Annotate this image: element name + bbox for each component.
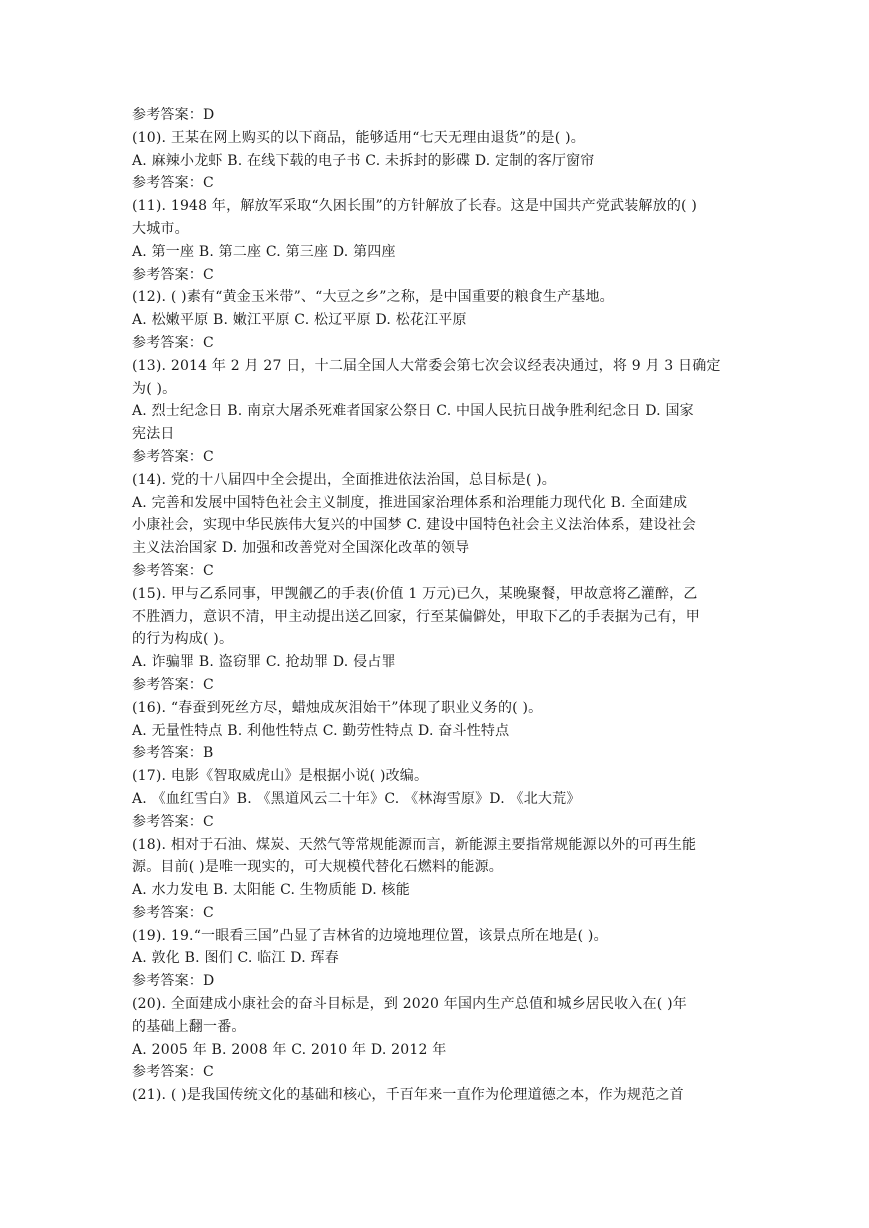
text-line: 小康社会，实现中华民族伟大复兴的中国梦 C. 建设中国特色社会主义法治体系，建设社会: [132, 517, 696, 534]
options-line: A. 敦化 B. 图们 C. 临江 D. 珲春: [132, 950, 339, 967]
question-line: (21). ( )是我国传统文化的基础和核心，千百年来一直作为伦理道德之本，作为规范之首: [132, 1087, 684, 1104]
options-line: A. 诈骗罪 B. 盗窃罪 C. 抢劫罪 D. 侵占罪: [132, 654, 396, 671]
question-line: (16). “春蚕到死丝方尽，蜡烛成灰泪始干”体现了职业义务的( )。: [132, 699, 543, 716]
question-line: (17). 电影《智取威虎山》是根据小说( )改编。: [132, 768, 429, 785]
question-line: (13). 2014 年 2 月 27 日，十二届全国人大常委会第七次会议经表决通过，将 9 月 3 日确定: [132, 357, 721, 374]
answer-line: 参考答案：C: [132, 904, 214, 921]
answer-line: 参考答案：B: [132, 745, 214, 762]
text-line: 大城市。: [132, 220, 189, 237]
options-line: A. 麻辣小龙虾 B. 在线下载的电子书 C. 未拆封的影碟 D. 定制的客厅窗帘: [132, 152, 595, 169]
question-line: (14). 党的十八届四中全会提出，全面推进依法治国，总目标是( )。: [132, 471, 557, 488]
answer-line: 参考答案：C: [132, 448, 214, 465]
text-line: 源。目前( )是唯一现实的，可大规模代替化石燃料的能源。: [132, 859, 503, 876]
text-line: 为( )。: [132, 380, 177, 397]
options-line: A. 松嫩平原 B. 嫩江平原 C. 松辽平原 D. 松花江平原: [132, 312, 467, 329]
text-line: 的基础上翻一番。: [132, 1018, 246, 1035]
question-line: (18). 相对于石油、煤炭、天然气等常规能源而言，新能源主要指常规能源以外的可再生能: [132, 836, 697, 853]
answer-line: 参考答案：D: [132, 973, 215, 990]
options-line: A. 《血红雪白》B. 《黑道风云二十年》C. 《林海雪原》D. 《北大荒》: [132, 790, 581, 807]
question-line: (20). 全面建成小康社会的奋斗目标是，到 2020 年国内生产总值和城乡居民收入在( )年: [132, 996, 687, 1013]
text-line: 的行为构成( )。: [132, 631, 234, 648]
answer-line: 参考答案：C: [132, 813, 214, 830]
answer-line: 参考答案：C: [132, 334, 214, 351]
question-line: (11). 1948 年，解放军采取“久困长围”的方针解放了长春。这是中国共产党武装解放的( ): [132, 198, 698, 215]
options-line: A. 无量性特点 B. 利他性特点 C. 勤劳性特点 D. 奋斗性特点: [132, 722, 510, 739]
question-line: (19). 19.“一眼看三国”凸显了吉林省的边境地理位置，该景点所在地是( )。: [132, 927, 608, 944]
answer-line: 参考答案：C: [132, 175, 214, 192]
options-line: A. 第一座 B. 第二座 C. 第三座 D. 第四座: [132, 243, 396, 260]
answer-line: 参考答案：C: [132, 1064, 214, 1081]
answer-line: 参考答案：C: [132, 266, 214, 283]
question-line: (15). 甲与乙系同事，甲觊觎乙的手表(价值 1 万元)已久，某晚聚餐，甲故意将乙灌醉，乙: [132, 585, 698, 602]
text-line: 主义法治国家 D. 加强和改善党对全国深化改革的领导: [132, 540, 470, 557]
answer-line: 参考答案：D: [132, 107, 215, 123]
answer-line: 参考答案：C: [132, 676, 214, 693]
options-line: A. 2005 年 B. 2008 年 C. 2010 年 D. 2012 年: [132, 1041, 447, 1058]
options-line: A. 烈士纪念日 B. 南京大屠杀死难者国家公祭日 C. 中国人民抗日战争胜利纪念日 D. 国家: [132, 403, 694, 420]
options-line: A. 完善和发展中国特色社会主义制度，推进国家治理体系和治理能力现代化 B. 全面建成: [132, 494, 688, 511]
text-line: 不胜酒力，意识不清，甲主动提出送乙回家，行至某偏僻处，甲取下乙的手表据为己有，甲: [132, 608, 700, 625]
options-line: A. 水力发电 B. 太阳能 C. 生物质能 D. 核能: [132, 882, 410, 899]
document-body: [132, 104, 738, 1107]
question-line: (10). 王某在网上购买的以下商品，能够适用“七天无理由退货”的是( )。: [132, 129, 585, 146]
question-line: (12). ( )素有“黄金玉米带”、“大豆之乡”之称，是中国重要的粮食生产基地。: [132, 289, 614, 306]
text-line: 宪法日: [132, 426, 175, 443]
answer-line: 参考答案：C: [132, 562, 214, 579]
